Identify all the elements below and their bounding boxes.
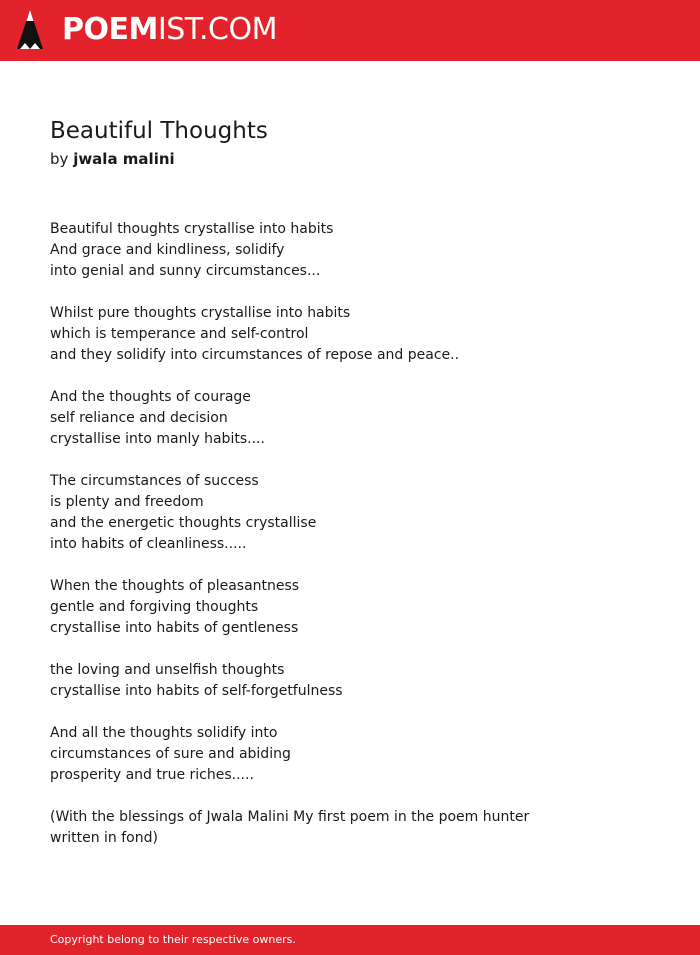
poem-line: When the thoughts of pleasantness [50, 578, 300, 594]
copyright-notice: Copyright belong to their respective owners. [50, 933, 296, 946]
poem-line: And all the thoughts solidify into [50, 725, 278, 741]
poem-line: written in fond) [50, 830, 158, 846]
poem-line: crystallise into manly habits.... [50, 431, 265, 447]
poem-line: the loving and unselfish thoughts [50, 662, 285, 678]
poem-line: self reliance and decision [50, 410, 228, 426]
stanza [50, 387, 650, 450]
site-footer [0, 925, 700, 955]
poem-line: (With the blessings of Jwala Malini My first poem in the poem hunter [50, 809, 530, 825]
poem-line: which is temperance and self-control [50, 326, 309, 342]
stanza [50, 576, 650, 639]
poem-byline [50, 149, 175, 169]
poem-line: and they solidify into circumstances of repose and peace.. [50, 347, 460, 363]
poem-line: Whilst pure thoughts crystallise into habits [50, 305, 351, 321]
stanza [50, 660, 650, 702]
poem-line: crystallise into habits of self-forgetfulness [50, 683, 343, 699]
poem-body [50, 219, 650, 870]
stanza [50, 303, 650, 366]
poem-line: gentle and forgiving thoughts [50, 599, 259, 615]
stanza [50, 471, 650, 555]
poem-line: Beautiful thoughts crystallise into habits [50, 221, 334, 237]
poem-line: into genial and sunny circumstances... [50, 263, 321, 279]
logo-text-bold: POEM [62, 12, 158, 47]
poem-line: into habits of cleanliness..... [50, 536, 247, 552]
by-label: by [50, 150, 69, 168]
logo-text-light: IST.COM [157, 12, 277, 47]
poem-line: The circumstances of success [50, 473, 259, 489]
poem-line: And the thoughts of courage [50, 389, 251, 405]
site-logo[interactable] [62, 11, 277, 49]
poem-line: and the energetic thoughts crystallise [50, 515, 317, 531]
stanza [50, 723, 650, 786]
pencil-icon[interactable] [16, 9, 44, 51]
poem-line: crystallise into habits of gentleness [50, 620, 299, 636]
poem-title: Beautiful Thoughts [50, 118, 268, 144]
site-header [0, 0, 700, 61]
author-name[interactable]: jwala malini [73, 150, 175, 168]
poem-line: And grace and kindliness, solidify [50, 242, 285, 258]
poem-line: is plenty and freedom [50, 494, 204, 510]
poem-line: circumstances of sure and abiding [50, 746, 291, 762]
poem-line: prosperity and true riches..... [50, 767, 254, 783]
stanza [50, 219, 650, 282]
stanza [50, 807, 650, 849]
